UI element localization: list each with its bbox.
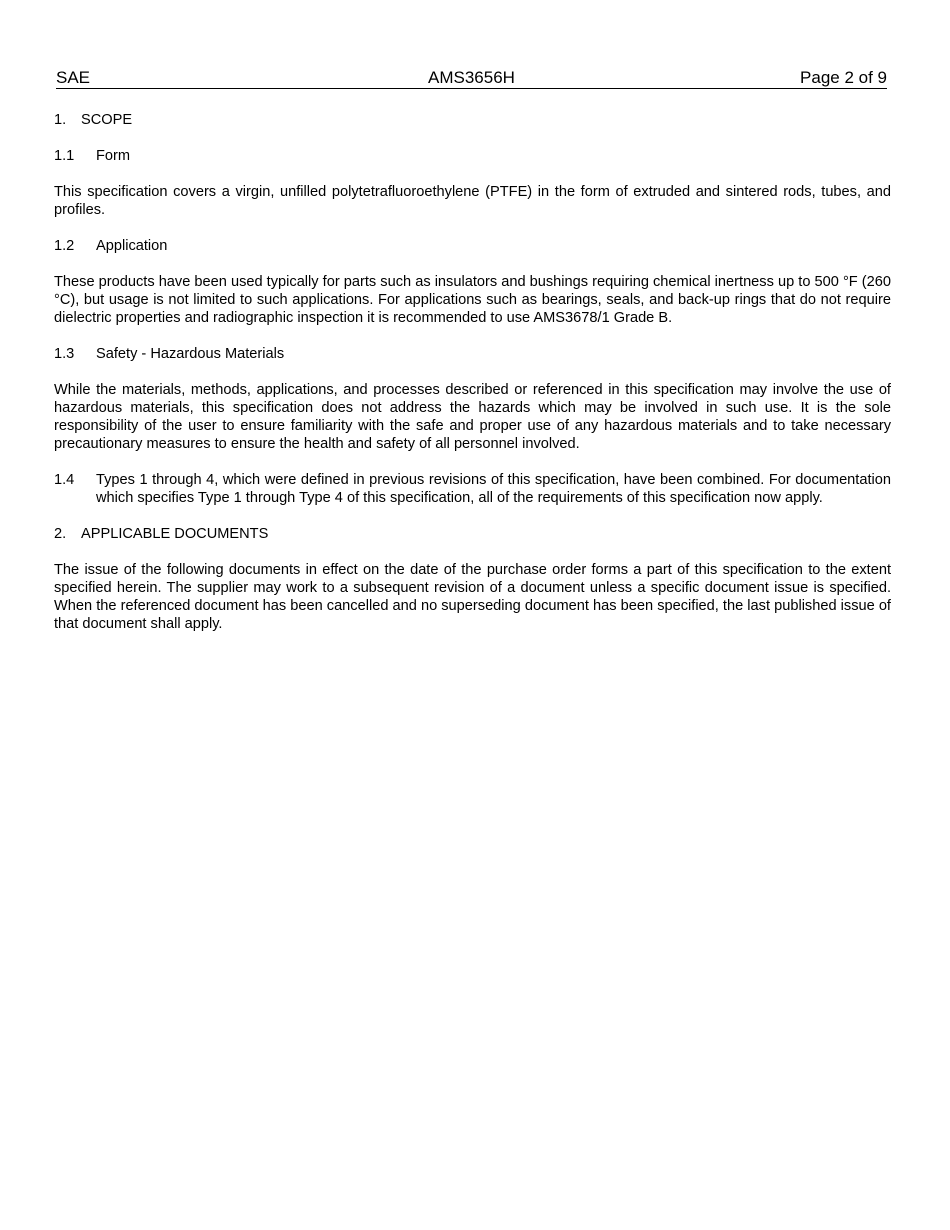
section-number: 1.2 [54,238,75,254]
section-heading-form [54,147,891,165]
header-organization: SAE [56,68,91,87]
section-number: 1. [54,112,67,128]
section-item-types [54,471,891,507]
paragraph-applicable-documents: The issue of the following documents in effect on the date of the purchase order forms a part of this specification to the extent specified herein. The supplier may work to a subsequent revision of a document unless a specific document issue is specified. When the referenced document has been cancelled and no superseding document has been specified, the last published issue of that document shall apply. [54,562,891,632]
header-page-number: Page 2 of 9 [800,68,887,87]
document-body [54,111,891,651]
section-number: 1.3 [54,346,75,362]
section-title: APPLICABLE DOCUMENTS [81,526,269,542]
header-document-number: AMS3656H [428,68,515,87]
section-title: Application [96,238,168,254]
paragraph-application: These products have been used typically for parts such as insulators and bushings requiring chemical inertness up to 500 °F (260 °C), but usage is not limited to such applications. For applications such as bearings, seals, and back-up rings that do not require dielectric properties and radiographic inspection it is recommended to use AMS3678/1 Grade B. [54,274,891,326]
paragraph-types: Types 1 through 4, which were defined in previous revisions of this specification, have been combined. For documentation which specifies Type 1 through Type 4 of this specification, all of the requirements of this specification now apply. [96,472,891,506]
section-heading-safety [54,345,891,363]
section-heading-scope [54,111,891,129]
section-heading-application [54,237,891,255]
section-title: Form [96,148,131,164]
paragraph-safety: While the materials, methods, applications, and processes described or referenced in this specification may involve the use of hazardous materials, this specification does not address the hazards which may be involved in such use. It is the sole responsibility of the user to ensure familiarity with the safe and proper use of any hazardous materials and to take necessary precautionary measures to ensure the health and safety of all personnel involved. [54,382,891,452]
section-number: 1.1 [54,148,75,164]
section-heading-applicable-documents [54,525,891,543]
section-number: 2. [54,526,67,542]
page-header [56,68,887,89]
section-title: Safety - Hazardous Materials [96,346,285,362]
paragraph-form: This specification covers a virgin, unfilled polytetrafluoroethylene (PTFE) in the form of extruded and sintered rods, tubes, and profiles. [54,184,891,218]
section-number: 1.4 [54,472,75,488]
section-title: SCOPE [81,112,133,128]
